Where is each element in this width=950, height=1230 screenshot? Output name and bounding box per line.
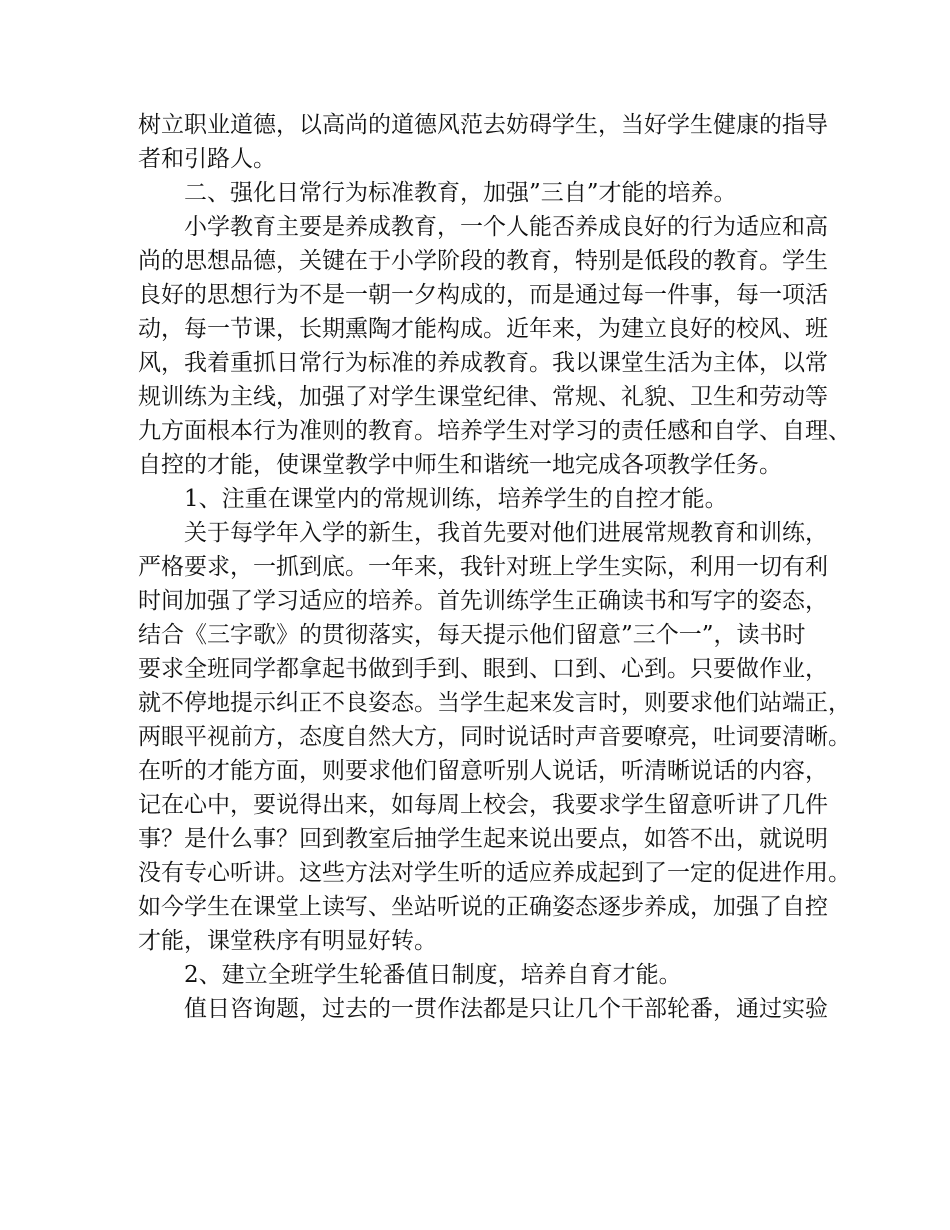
text-line: 关于每学年入学的新生，我首先要对他们进展常规教育和训练， [184,520,828,546]
text-line: 时间加强了学习适应的培养。首先训练学生正确读书和写字的姿态， [138,588,828,614]
text-line: 小学教育主要是养成教育，一个人能否养成良好的行为适应和高 [184,214,828,240]
text-line: 才能，课堂秩序有明显好转。 [138,928,437,954]
section-heading: 二、强化日常行为标准教育，加强”三自”才能的培养。 [184,180,737,206]
text-line: 事？是什么事？回到教室后抽学生起来说出要点，如答不出，就说明 [138,826,828,852]
subsection-heading: 2、建立全班学生轮番值日制度，培养自育才能。 [184,962,682,988]
text-line: 动，每一节课，长期熏陶才能构成。近年来，为建立良好的校风、班 [138,316,828,342]
text-line: 九方面根本行为准则的教育。培养学生对学习的责任感和自学、自理、 [138,418,851,444]
text-line: 严格要求，一抓到底。一年来，我针对班上学生实际，利用一切有利 [138,554,828,580]
text-line: 在听的才能方面，则要求他们留意听别人说话，听清晰说话的内容， [138,758,828,784]
text-line: 值日咨询题，过去的一贯作法都是只让几个干部轮番，通过实验 [184,996,828,1022]
text-line: 风，我着重抓日常行为标准的养成教育。我以课堂生活为主体，以常 [138,350,828,376]
text-line: 记在心中，要说得出来，如每周上校会，我要求学生留意听讲了几件 [138,792,828,818]
text-line: 两眼平视前方，态度自然大方，同时说话时声音要嘹亮，吐词要清晰。 [138,724,851,750]
text-line: 规训练为主线，加强了对学生课堂纪律、常规、礼貌、卫生和劳动等 [138,384,828,410]
text-line: 树立职业道德，以高尚的道德风范去妨碍学生，当好学生健康的指导 [138,112,828,138]
text-line: 者和引路人。 [138,146,276,172]
text-line: 尚的思想品德，关键在于小学阶段的教育，特别是低段的教育。学生 [138,248,828,274]
text-line: 自控的才能，使课堂教学中师生和谐统一地完成各项教学任务。 [138,452,782,478]
text-line: 如今学生在课堂上读写、坐站听说的正确姿态逐步养成，加强了自控 [138,894,828,920]
text-line: 没有专心听讲。这些方法对学生听的适应养成起到了一定的促进作用。 [138,860,851,886]
text-line: 结合《三字歌》的贯彻落实，每天提示他们留意”三个一”，读书时 [138,622,806,648]
text-line: 良好的思想行为不是一朝一夕构成的，而是通过每一件事，每一项活 [138,282,828,308]
subsection-heading: 1、注重在课堂内的常规训练，培养学生的自控才能。 [184,486,728,512]
text-line: 要求全班同学都拿起书做到手到、眼到、口到、心到。只要做作业， [138,656,828,682]
document-body [138,108,851,1026]
text-line: 就不停地提示纠正不良姿态。当学生起来发言时，则要求他们站端正， [138,690,851,716]
